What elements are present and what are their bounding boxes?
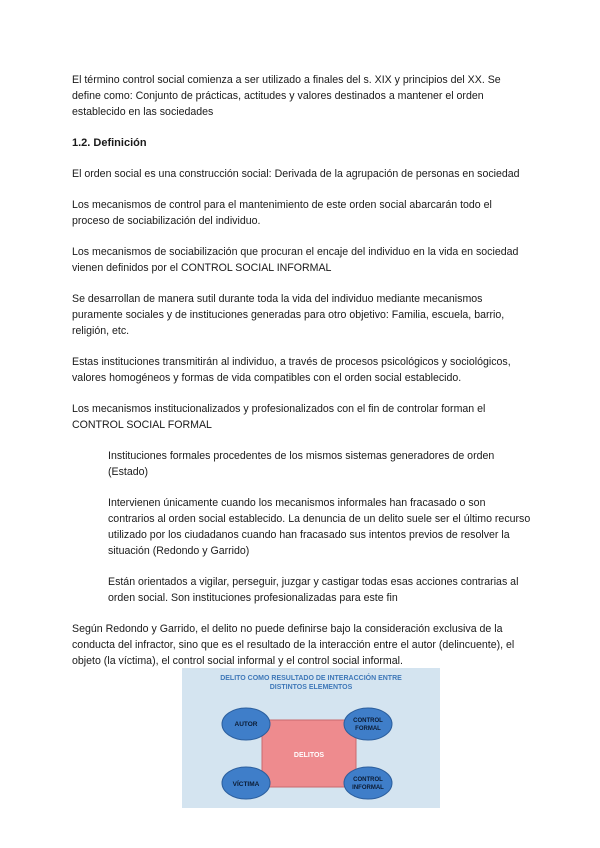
diagram-title-line1: DELITO COMO RESULTADO DE INTERACCIÓN ENTRE (220, 675, 402, 682)
indented-paragraph: Están orientados a vigilar, perseguir, juzgar y castigar todas esas acciones contrarias al orden social. Son instituciones profesionalizadas para este fin (108, 576, 519, 604)
control-informal-node (344, 767, 392, 799)
intro-paragraph: El término control social comienza a ser utilizado a finales del s. XIX y principios del XX. Se define como: Conjunto de prácticas, actitudes y valores destinados a mantener el orden establecido en las sociedades (72, 74, 501, 118)
body-paragraph: Se desarrollan de manera sutil durante toda la vida del individuo mediante mecanismos puramente sociales y de instituciones generadas para otro objetivo: Familia, escuela, barrio, religión, etc. (72, 293, 505, 337)
document-page (72, 72, 532, 684)
control-formal-node (344, 708, 392, 740)
indented-paragraph: Intervienen únicamente cuando los mecanismos informales han fracasado o son contrarios al orden social establecido. La denuncia de un delito suele ser el último recurso utilizado por los ciudadanos cuando han fracasado sus intentos previos de resolver la situación (Redondo y Garrido) (108, 497, 531, 557)
interaction-diagram (182, 668, 440, 808)
autor-label: AUTOR (234, 721, 258, 728)
delitos-label: DELITOS (293, 752, 325, 759)
indented-paragraph: Instituciones formales procedentes de los mismos sistemas generadores de orden (Estado) (108, 450, 495, 478)
control-formal-label-line2: FORMAL (355, 726, 381, 732)
body-paragraph: Los mecanismos de sociabilización que procuran el encaje del individuo en la vida en sociedad vienen definidos por el CONTROL SOCIAL INFORMAL (72, 246, 519, 274)
section-heading: 1.2. Definición (72, 137, 147, 149)
body-paragraph: Los mecanismos institucionalizados y profesionalizados con el fin de controlar forman el CONTROL SOCIAL FORMAL (72, 403, 486, 431)
control-informal-label-line2: INFORMAL (352, 785, 384, 791)
diagram-svg (182, 668, 440, 808)
diagram-title-line2: DISTINTOS ELEMENTOS (269, 684, 353, 691)
body-paragraph: Los mecanismos de control para el mantenimiento de este orden social abarcarán todo el proceso de sociabilización del individuo. (72, 199, 492, 227)
control-formal-label-line1: CONTROL (353, 718, 383, 724)
victima-label: VÍCTIMA (232, 781, 260, 788)
body-paragraph: El orden social es una construcción social: Derivada de la agrupación de personas en sociedad (72, 168, 520, 180)
final-paragraph: Según Redondo y Garrido, el delito no puede definirse bajo la consideración exclusiva de la conducta del infractor, sino que es el resultado de la interacción entre el autor (delincuente), el objeto (la víctima), el control social informal y el control social informal. (72, 623, 515, 667)
body-paragraph: Estas instituciones transmitirán al individuo, a través de procesos psicológicos y sociológicos, valores homogéneos y formas de vida compatibles con el orden social establecido. (72, 356, 511, 384)
control-informal-label-line1: CONTROL (353, 777, 383, 783)
